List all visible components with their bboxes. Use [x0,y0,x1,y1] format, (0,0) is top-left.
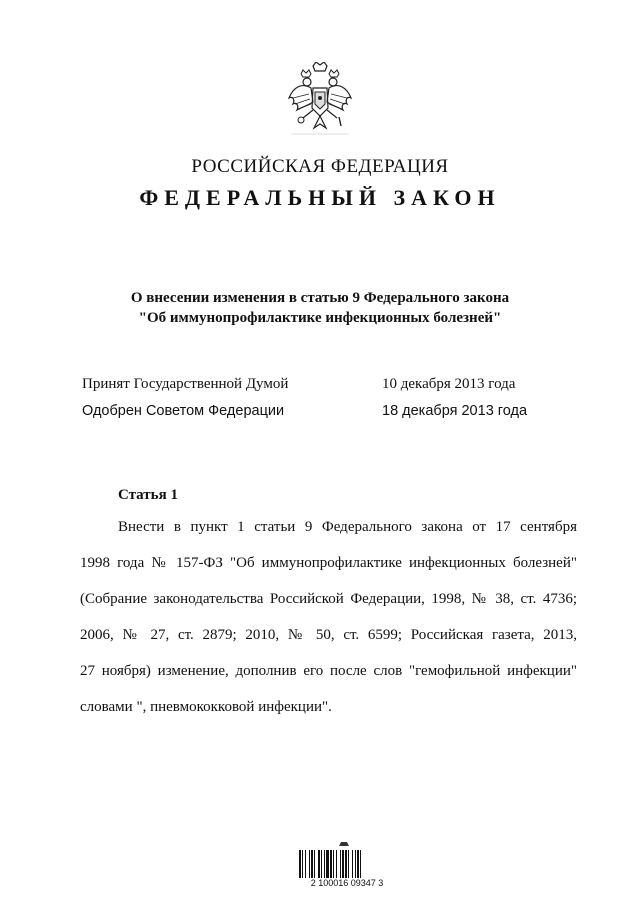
law-title-line: О внесении изменения в статью 9 Федерального закона [130,290,510,306]
country-name: РОССИЙСКАЯ ФЕДЕРАЦИЯ [191,156,449,177]
barcode-number: 2 100016 09347 3 [297,878,397,889]
barcode-icon [297,840,397,898]
article-line: словами ", пневмококковой инфекции". [80,699,332,715]
article-line: 2006, № 27, ст. 2879; 2010, № 50, ст. 6599; Российская газета, 2013, [80,627,577,643]
document-type: ФЕДЕРАЛЬНЫЙ ЗАКОН [139,185,501,210]
adoption-date: 10 декабря 2013 года [382,376,516,392]
article-line: (Собрание законодательства Российской Федерации, 1998, № 38, ст. 4736; [80,591,577,607]
coat-of-arms-icon [285,62,355,138]
article-line: 1998 года № 157-ФЗ "Об иммунопрофилактике инфекционных болезней" [80,555,577,571]
article-heading: Статья 1 [118,487,178,503]
article-line: 27 ноября) изменение, дополнив его после слов "гемофильной инфекции" [80,663,577,679]
adoption-label: Принят Государственной Думой [82,376,289,392]
law-title [0,288,640,328]
article-body [80,516,577,732]
adoption-label: Одобрен Советом Федерации [82,403,285,419]
law-title-line: "Об иммунопрофилактике инфекционных болезней" [138,310,502,326]
article-line: Внести в пункт 1 статьи 9 Федерального закона от 17 сентября [118,519,577,535]
adoption-date: 18 декабря 2013 года [382,403,528,419]
